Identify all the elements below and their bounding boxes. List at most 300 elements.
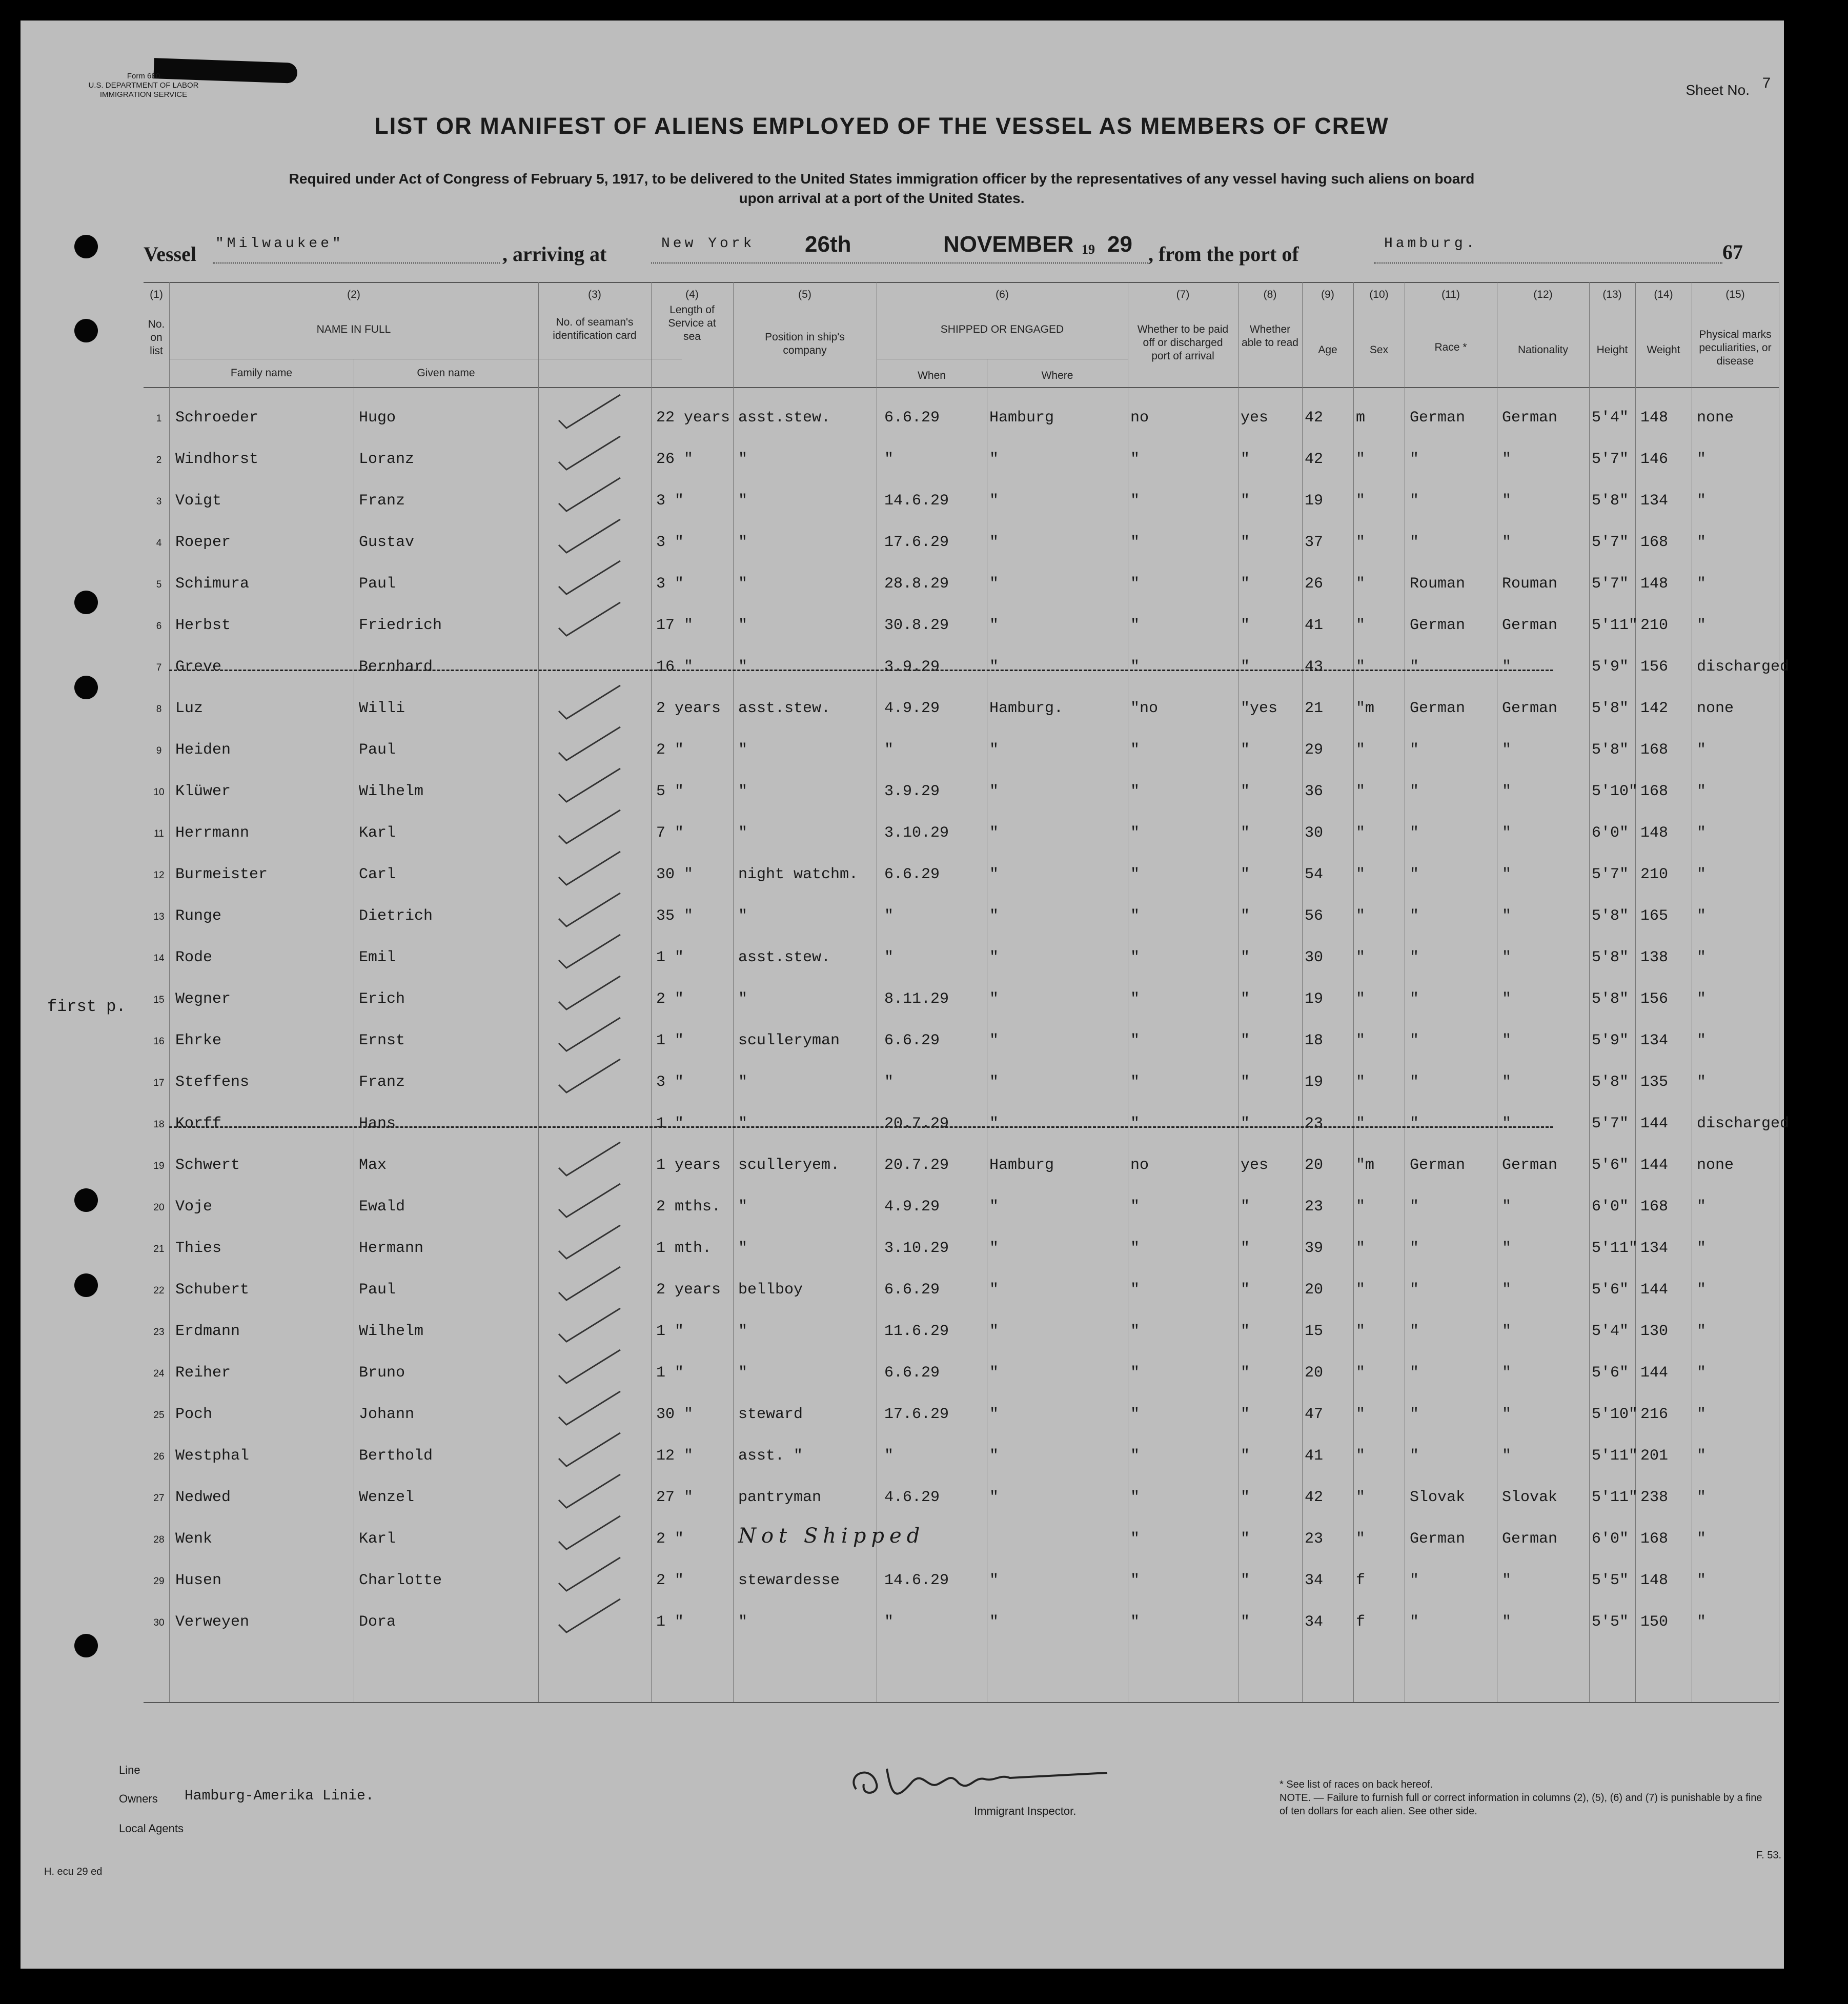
- cell-weight: 156: [1640, 658, 1669, 676]
- cell-age: 23: [1305, 1198, 1324, 1216]
- cell-family: Heiden: [175, 741, 231, 759]
- cell-nat: ": [1502, 658, 1512, 676]
- cell-no: 11: [154, 828, 164, 839]
- cell-age: 30: [1305, 949, 1324, 966]
- cell-given: Friedrich: [359, 617, 442, 634]
- cell-marks: ": [1697, 907, 1707, 925]
- cell-read: ": [1241, 783, 1250, 800]
- cell-read: ": [1241, 1115, 1250, 1132]
- cell-service: 30 ": [656, 1406, 694, 1423]
- cell-where: ": [989, 1489, 999, 1506]
- cell-sex: ": [1356, 1240, 1366, 1257]
- cell-nat: German: [1502, 700, 1558, 717]
- cell-race: German: [1410, 1530, 1466, 1548]
- cell-race: ": [1410, 1240, 1419, 1257]
- table-row: [144, 981, 1779, 1022]
- cell-service: 2 ": [656, 1530, 684, 1548]
- cell-nat: ": [1502, 1240, 1512, 1257]
- cell-weight: 156: [1640, 990, 1669, 1008]
- cell-where: ": [989, 783, 999, 800]
- cell-position: ": [738, 1323, 748, 1340]
- cell-height: 5'8": [1592, 492, 1629, 510]
- cell-when: 6.6.29: [884, 1281, 940, 1299]
- cell-read: ": [1241, 1447, 1250, 1465]
- cell-marks: discharged: [1697, 658, 1790, 676]
- cell-service: 1 ": [656, 1613, 684, 1631]
- cell-when: ": [884, 451, 894, 468]
- cell-given: Wilhelm: [359, 783, 424, 800]
- cell-marks: ": [1697, 824, 1707, 842]
- cell-position: bellboy: [738, 1281, 803, 1299]
- cell-paid: ": [1130, 534, 1140, 551]
- table-row: [144, 608, 1779, 649]
- cell-paid: ": [1130, 1032, 1140, 1049]
- cell-no: 6: [156, 621, 162, 632]
- cell-marks: ": [1697, 1489, 1707, 1506]
- cell-read: ": [1241, 824, 1250, 842]
- cell-given: Karl: [359, 1530, 396, 1548]
- cell-read: ": [1241, 451, 1250, 468]
- cell-given: Carl: [359, 866, 396, 883]
- cell-service: 3 ": [656, 534, 684, 551]
- stamp-number: 67: [1722, 240, 1743, 264]
- cell-when: 28.8.29: [884, 575, 949, 593]
- cell-when: 8.11.29: [884, 990, 949, 1008]
- cell-read: ": [1241, 1323, 1250, 1340]
- binder-hole: [74, 1188, 98, 1212]
- cell-nat: ": [1502, 1572, 1512, 1589]
- cell-paid: ": [1130, 990, 1140, 1008]
- cell-age: 54: [1305, 866, 1324, 883]
- cell-when: 14.6.29: [884, 492, 949, 510]
- table-row: [144, 1189, 1779, 1230]
- cell-given: Bernhard: [359, 658, 433, 676]
- cell-read: ": [1241, 1198, 1250, 1216]
- cell-read: ": [1241, 1032, 1250, 1049]
- cell-sex: ": [1356, 1364, 1366, 1382]
- cell-when: 3.9.29: [884, 658, 940, 676]
- cell-no: 21: [153, 1244, 165, 1254]
- table-row: [144, 1064, 1779, 1105]
- cell-service: 2 mths.: [656, 1198, 721, 1216]
- cell-family: Husen: [175, 1572, 222, 1589]
- cell-given: Paul: [359, 741, 396, 759]
- cell-age: 20: [1305, 1281, 1324, 1299]
- cell-weight: 168: [1640, 783, 1669, 800]
- cell-position: ": [738, 1613, 748, 1631]
- cell-given: Wenzel: [359, 1489, 415, 1506]
- cell-service: 1 ": [656, 1115, 684, 1132]
- cell-position: ": [738, 1364, 748, 1382]
- col-where: Where: [1041, 370, 1073, 381]
- owners-label: Owners: [119, 1792, 158, 1805]
- table-row: [144, 1480, 1779, 1521]
- cell-sex: ": [1356, 1489, 1366, 1506]
- cell-sex: "m: [1356, 700, 1375, 717]
- cell-paid: ": [1130, 1281, 1140, 1299]
- cell-family: Westphal: [175, 1447, 250, 1465]
- cell-where: ": [989, 1115, 999, 1132]
- cell-race: ": [1410, 907, 1419, 925]
- cell-weight: 210: [1640, 617, 1669, 634]
- cell-sex: ": [1356, 658, 1366, 676]
- cell-race: ": [1410, 741, 1419, 759]
- cell-race: German: [1410, 617, 1466, 634]
- cell-when: 6.6.29: [884, 1032, 940, 1049]
- cell-age: 23: [1305, 1530, 1324, 1548]
- cell-age: 42: [1305, 1489, 1324, 1506]
- cell-marks: ": [1697, 866, 1707, 883]
- cell-where: ": [989, 534, 999, 551]
- cell-marks: ": [1697, 1281, 1707, 1299]
- cell-service: 5 ": [656, 783, 684, 800]
- cell-age: 42: [1305, 409, 1324, 427]
- crew-table: (1) No. on list (2) NAME IN FULL Family name Given name (3) No. of seaman's identification card (4) Length of Service at sea (5) Position in ship's company (6) SHIPPED OR ENGAGED When Where (7) Whether to be paid off or discharged port of arrival (8) Whether able to read (9) Age (10) Sex (11) Race * (12) Nationality (13) Height (14) Weight (15) Physical marks peculiarities, or disease 1 Schroeder Hugo 22 years asst.stew. 6.6.29 Hamburg no yes 42 m German German 5'4" 148 none 2 Windhorst Loranz 26 " " " " " " 42 " " " 5'7" 146 " 3 Voigt Franz 3 " " 14.6.29 " " " 19 " " " 5'8" 134 " 4 Roeper Gustav 3 " " 17.6.29 " " " 37 " " " 5'7" 168 " 5 Schimura Paul 3 " " 28.8.29 " " " 26 " Rouman Rouman 5'7" 148 " 6 Herbst Friedrich 17 " " 30.8.29 " " " 41 " German German 5'11" 210 " 7 Greve Bernhard 16 " " 3.9.29 " " " 43 " " " 5'9" 156 discharged 8 Luz Willi 2 years asst.stew. 4.9.29 Hamburg. "no "yes 21 "m German German 5'8" 142 none 9 Heiden Paul 2 " " " " " " 29 " " " 5'8" 168 " 10 Klüwer Wilhelm 5 " " 3.9.29 " " " 36 " " " 5'10" 168 " 11 Herrmann Karl 7 " " 3.10.29 " " " 30 " " " 6'0" 148 " 12 Burmeister Carl 30 " night watchm. 6.6.29 " " " 54 " " " 5'7" 210 " 13 Runge Dietrich 35 " " " " " " 56 " " " 5'8" 165 " 14 Rode Emil 1 " asst.stew. " " " " 30 " " " 5'8" 138 " 15 Wegner Erich 2 " " 8.11.29 " " " 19 " " " 5'8" 156 " 16 Ehrke Ernst 1 " sculleryman 6.6.29 " " " 18 " " " 5'9" 134 " 17 Steffens Franz 3 " " " " " " 19 " " " 5'8" 135 " 18 Korff Hans 1 " " 20.7.29 " " " 23 " " " 5'7" 144 discharged 19 Schwert Max 1 years sculleryem. 20.7.29 Hamburg no yes 20 "m German German 5'6" 144 none 20 Voje Ewald 2 mths. " 4.9.29 " " " 23 " " " 6'0" 168 " 21 Thies Hermann 1 mth. " 3.10.29 " " " 39 " " " 5'11" 134 " 22 Schubert Paul 2 years bellboy 6.6.29 " " " 20 " " " 5'6" 144 " 23 Erdmann Wilhelm 1 " " 11.6.29 " " " 15 " " " 5'4" 130 " 24 Reiher Bruno 1 " " 6.6.29 " " " 20 " " " 5'6" 144 " 25 Poch Johann 30 " steward 17.6.29 " " " 47 " " " 5'10" 216 " 26 Westphal Berthold 12 " asst. " " " " " 41 " " " 5'11" 201 " 27 Nedwed Wenzel 27 " pantryman 4.6.29 " " " 42 " Slovak Slovak 5'11" 238 " 28 Wenk Karl 2 " " " 23 " German German 6'0" 168 " Not Shipped 29 Husen Charlotte 2 " stewardesse 14.6.29 " " " 34 f " " 5'5" 148 " 30 Verweyen Dora 1 " " " " " " 34 f " " 5'5" 150 ": [144, 282, 1779, 1702]
- cell-no: 3: [156, 496, 162, 507]
- cell-when: 4.6.29: [884, 1489, 940, 1506]
- cell-height: 5'7": [1592, 866, 1629, 883]
- cell-nat: ": [1502, 1074, 1512, 1091]
- cell-sex: "m: [1356, 1157, 1375, 1174]
- cell-paid: ": [1130, 1240, 1140, 1257]
- cell-sex: f: [1356, 1613, 1366, 1631]
- cell-family: Steffens: [175, 1074, 250, 1091]
- cell-service: 27 ": [656, 1489, 694, 1506]
- cell-weight: 134: [1640, 492, 1669, 510]
- cell-given: Berthold: [359, 1447, 433, 1465]
- sheet-number: Sheet No. 7: [1685, 75, 1771, 98]
- cell-weight: 168: [1640, 741, 1669, 759]
- cell-no: 16: [153, 1036, 165, 1047]
- cell-race: ": [1410, 1323, 1419, 1340]
- cell-age: 20: [1305, 1364, 1324, 1382]
- cell-marks: ": [1697, 1572, 1707, 1589]
- cell-weight: 238: [1640, 1489, 1669, 1506]
- table-row: [144, 1313, 1779, 1354]
- cell-marks: ": [1697, 783, 1707, 800]
- cell-position: ": [738, 658, 748, 676]
- cell-paid: ": [1130, 949, 1140, 966]
- cell-paid: ": [1130, 1530, 1140, 1548]
- footer-notes: * See list of races on back hereof. NOTE. — Failure to furnish full or correct information in columns (2), (5), (6) and (7) is punishable by a fine of ten dollars for each alien. See other side.: [1280, 1779, 1762, 1817]
- cell-nat: ": [1502, 1323, 1512, 1340]
- cell-when: 4.9.29: [884, 700, 940, 717]
- cell-height: 5'8": [1592, 1074, 1629, 1091]
- cell-race: ": [1410, 534, 1419, 551]
- cell-race: ": [1410, 1406, 1419, 1423]
- table-row: [144, 1521, 1779, 1562]
- table-row: [144, 1355, 1779, 1396]
- cell-where: ": [989, 658, 999, 676]
- cell-service: 3 ": [656, 1074, 684, 1091]
- cell-race: ": [1410, 1447, 1419, 1465]
- cell-where: ": [989, 824, 999, 842]
- cell-read: ": [1241, 1572, 1250, 1589]
- cell-given: Emil: [359, 949, 396, 966]
- cell-marks: ": [1697, 1198, 1707, 1216]
- cell-race: ": [1410, 492, 1419, 510]
- table-row: [144, 1023, 1779, 1064]
- form-code: F. 53.: [1756, 1850, 1781, 1861]
- cell-service: 12 ": [656, 1447, 694, 1465]
- cell-marks: ": [1697, 1240, 1707, 1257]
- cell-no: 7: [156, 662, 162, 673]
- cell-when: 11.6.29: [884, 1323, 949, 1340]
- cell-height: 5'6": [1592, 1157, 1629, 1174]
- cell-height: 5'5": [1592, 1572, 1629, 1589]
- cell-family: Wegner: [175, 990, 231, 1008]
- cell-position: ": [738, 451, 748, 468]
- col-race: Race *: [1434, 341, 1467, 353]
- cell-height: 5'7": [1592, 1115, 1629, 1132]
- cell-given: Hans: [359, 1115, 396, 1132]
- col-when: When: [918, 370, 946, 381]
- cell-sex: ": [1356, 1447, 1366, 1465]
- cell-given: Hugo: [359, 409, 396, 427]
- table-row: [144, 524, 1779, 565]
- cell-no: 1: [156, 413, 162, 424]
- cell-paid: no: [1130, 1157, 1149, 1174]
- cell-weight: 168: [1640, 534, 1669, 551]
- cell-age: 41: [1305, 617, 1324, 634]
- cell-no: 17: [153, 1078, 165, 1088]
- cell-nat: Rouman: [1502, 575, 1558, 593]
- table-row: [144, 441, 1779, 482]
- cell-no: 9: [156, 745, 162, 756]
- check-mark-icon: [549, 1179, 631, 1220]
- cell-when: ": [884, 907, 894, 925]
- cell-marks: none: [1697, 700, 1734, 717]
- cell-paid: ": [1130, 1115, 1140, 1132]
- cell-family: Schimura: [175, 575, 250, 593]
- vessel-name: "Milwaukee": [215, 236, 344, 252]
- cell-age: 26: [1305, 575, 1324, 593]
- binder-hole: [74, 591, 98, 614]
- cell-position: asst. ": [738, 1447, 803, 1465]
- cell-height: 5'8": [1592, 700, 1629, 717]
- cell-read: yes: [1241, 1157, 1269, 1174]
- cell-where: ": [989, 866, 999, 883]
- cell-height: 5'7": [1592, 451, 1629, 468]
- cell-age: 47: [1305, 1406, 1324, 1423]
- cell-paid: ": [1130, 1613, 1140, 1631]
- cell-where: ": [989, 1240, 999, 1257]
- cell-no: 18: [153, 1119, 165, 1130]
- table-row: [144, 1230, 1779, 1271]
- table-row: [144, 1563, 1779, 1604]
- cell-nat: ": [1502, 741, 1512, 759]
- cell-given: Erich: [359, 990, 405, 1008]
- binder-hole: [74, 235, 98, 258]
- cell-where: ": [989, 1406, 999, 1423]
- table-row: [144, 774, 1779, 815]
- table-row: [144, 1272, 1779, 1313]
- cell-sex: ": [1356, 1530, 1366, 1548]
- cell-nat: German: [1502, 1530, 1558, 1548]
- check-mark-icon: [549, 556, 631, 597]
- cell-paid: ": [1130, 741, 1140, 759]
- cell-no: 30: [153, 1617, 165, 1628]
- cell-no: 15: [153, 995, 165, 1005]
- cell-sex: ": [1356, 617, 1366, 634]
- cell-position: ": [738, 990, 748, 1008]
- cell-where: ": [989, 1074, 999, 1091]
- check-mark-icon: [549, 431, 631, 472]
- table-row: [144, 1147, 1779, 1188]
- cell-age: 36: [1305, 783, 1324, 800]
- cell-given: Ewald: [359, 1198, 405, 1216]
- cell-read: ": [1241, 1489, 1250, 1506]
- cell-family: Nedwed: [175, 1489, 231, 1506]
- cell-nat: ": [1502, 783, 1512, 800]
- cell-race: ": [1410, 1613, 1419, 1631]
- cell-where: Hamburg.: [989, 700, 1064, 717]
- cell-race: ": [1410, 1572, 1419, 1589]
- cell-paid: ": [1130, 1489, 1140, 1506]
- cell-height: 5'11": [1592, 1447, 1638, 1465]
- cell-height: 5'11": [1592, 1489, 1638, 1506]
- cell-no: 14: [153, 953, 165, 964]
- cell-paid: ": [1130, 783, 1140, 800]
- cell-family: Burmeister: [175, 866, 268, 883]
- binder-hole: [74, 319, 98, 342]
- cell-where: ": [989, 990, 999, 1008]
- cell-marks: discharged: [1697, 1115, 1790, 1132]
- cell-where: ": [989, 617, 999, 634]
- page-subtitle: Required under Act of Congress of February 5, 1917, to be delivered to the United States immigration officer by the representatives of any vessel having such aliens on board upon arrival at a port of the United States.: [289, 171, 1475, 206]
- cell-service: 16 ": [656, 658, 694, 676]
- cell-no: 12: [153, 870, 165, 881]
- cell-position: asst.stew.: [738, 949, 831, 966]
- col-no-on-list: No. on list: [148, 318, 165, 357]
- cell-position: sculleryem.: [738, 1157, 840, 1174]
- cell-given: Dietrich: [359, 907, 433, 925]
- cell-given: Johann: [359, 1406, 415, 1423]
- cell-sex: ": [1356, 1074, 1366, 1091]
- cell-race: ": [1410, 866, 1419, 883]
- arrival-port: New York: [661, 236, 755, 252]
- col-given-name: Given name: [417, 367, 475, 379]
- table-row: [144, 898, 1779, 939]
- cell-weight: 168: [1640, 1198, 1669, 1216]
- cell-nat: ": [1502, 866, 1512, 883]
- cell-when: 6.6.29: [884, 866, 940, 883]
- cell-marks: ": [1697, 1074, 1707, 1091]
- cell-family: Windhorst: [175, 451, 259, 468]
- cell-where: ": [989, 1613, 999, 1631]
- cell-read: ": [1241, 534, 1250, 551]
- cell-no: 25: [153, 1410, 165, 1421]
- cell-height: 5'9": [1592, 1032, 1629, 1049]
- cell-read: ": [1241, 741, 1250, 759]
- cell-position: ": [738, 492, 748, 510]
- cell-sex: ": [1356, 1032, 1366, 1049]
- cell-marks: none: [1697, 1157, 1734, 1174]
- cell-age: 15: [1305, 1323, 1324, 1340]
- cell-read: ": [1241, 658, 1250, 676]
- check-mark-icon: [549, 514, 631, 555]
- check-mark-icon: [549, 473, 631, 514]
- check-mark-icon: [549, 1345, 631, 1386]
- check-mark-icon: [549, 390, 631, 431]
- cell-marks: ": [1697, 741, 1707, 759]
- cell-paid: ": [1130, 575, 1140, 593]
- cell-when: 3.10.29: [884, 824, 949, 842]
- cell-when: ": [884, 1613, 894, 1631]
- cell-sex: ": [1356, 1281, 1366, 1299]
- cell-given: Wilhelm: [359, 1323, 424, 1340]
- cell-weight: 168: [1640, 1530, 1669, 1548]
- cell-family: Korff: [175, 1115, 222, 1132]
- cell-where: ": [989, 575, 999, 593]
- check-mark-icon: [549, 1262, 631, 1303]
- cell-family: Roeper: [175, 534, 231, 551]
- cell-sex: ": [1356, 907, 1366, 925]
- cell-service: 17 ": [656, 617, 694, 634]
- cell-sex: ": [1356, 1115, 1366, 1132]
- cell-where: ": [989, 492, 999, 510]
- cell-age: 34: [1305, 1572, 1324, 1589]
- cell-nat: German: [1502, 409, 1558, 427]
- cell-service: 1 ": [656, 1323, 684, 1340]
- cell-height: 5'7": [1592, 534, 1629, 551]
- cell-when: ": [884, 1074, 894, 1091]
- cell-marks: ": [1697, 451, 1707, 468]
- cell-race: ": [1410, 1364, 1419, 1382]
- cell-race: German: [1410, 1157, 1466, 1174]
- cell-service: 22 years: [656, 409, 730, 427]
- check-mark-icon: [549, 1013, 631, 1054]
- table-row: [144, 483, 1779, 524]
- cell-paid: ": [1130, 1198, 1140, 1216]
- cell-height: 5'6": [1592, 1364, 1629, 1382]
- cell-nat: ": [1502, 1613, 1512, 1631]
- check-mark-icon: [549, 1054, 631, 1095]
- cell-position: ": [738, 907, 748, 925]
- cell-weight: 165: [1640, 907, 1669, 925]
- cell-race: German: [1410, 700, 1466, 717]
- cell-weight: 134: [1640, 1032, 1669, 1049]
- cell-given: Paul: [359, 575, 396, 593]
- table-row: [144, 940, 1779, 981]
- cell-weight: 135: [1640, 1074, 1669, 1091]
- cell-where: ": [989, 1364, 999, 1382]
- cell-position: ": [738, 741, 748, 759]
- cell-sex: ": [1356, 451, 1366, 468]
- col-nationality: Nationality: [1517, 344, 1569, 356]
- cell-service: 2 years: [656, 1281, 721, 1299]
- cell-when: 6.6.29: [884, 409, 940, 427]
- cell-age: 30: [1305, 824, 1324, 842]
- cell-given: Charlotte: [359, 1572, 442, 1589]
- cell-where: Hamburg: [989, 409, 1054, 427]
- cell-position: ": [738, 575, 748, 593]
- cell-marks: ": [1697, 534, 1707, 551]
- local-agents-label: Local Agents: [119, 1822, 184, 1835]
- binder-hole: [74, 1634, 98, 1657]
- cell-service: 3 ": [656, 492, 684, 510]
- cell-paid: ": [1130, 617, 1140, 634]
- table-row: [144, 1604, 1779, 1645]
- cell-read: ": [1241, 866, 1250, 883]
- cell-given: Loranz: [359, 451, 415, 468]
- cell-paid: ": [1130, 866, 1140, 883]
- cell-family: Rode: [175, 949, 213, 966]
- cell-read: ": [1241, 1074, 1250, 1091]
- cell-read: ": [1241, 492, 1250, 510]
- cell-service: 1 years: [656, 1157, 721, 1174]
- cell-read: ": [1241, 1530, 1250, 1548]
